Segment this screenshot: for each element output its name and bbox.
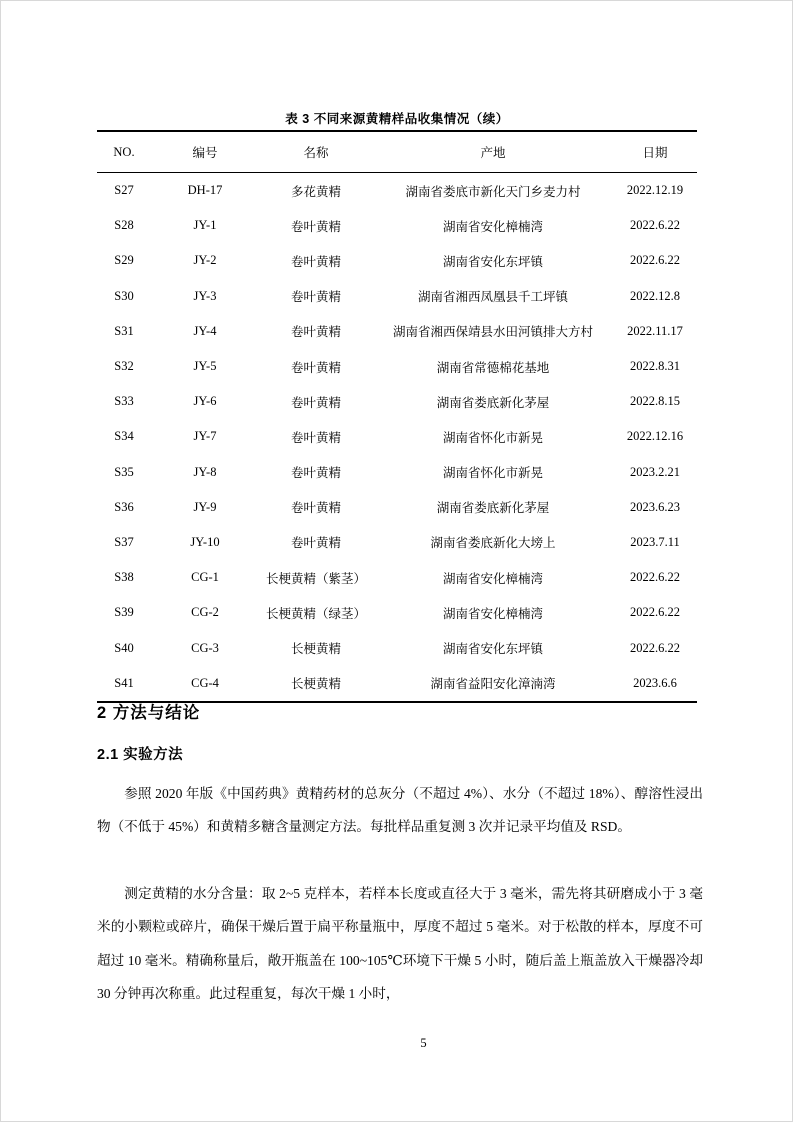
table-row [97,490,697,525]
table-row [97,630,697,665]
table-row [97,595,697,630]
table-cell: 2022.6.22 [630,218,680,233]
section-heading-methods: 2 方法与结论 [97,704,201,722]
table-cell: 湖南省安化樟楠湾 [442,571,543,586]
table-cell: 湖南省娄底新化茅屋 [436,395,550,410]
subsection-heading-experimental-method: 2.1 实验方法 [97,747,184,763]
sample-table-body [97,173,697,702]
table-cell: 2022.11.17 [627,323,683,338]
header-cell: NO. [97,131,151,173]
table-cell: 2023.6.23 [630,499,680,514]
table-cell: 卷叶黄精 [290,430,341,445]
table-row [97,279,697,314]
table-cell: 湖南省湘西凤凰县千工坪镇 [417,290,568,305]
table-cell: S34 [114,429,134,444]
table-cell: 湖南省安化东坪镇 [442,254,543,269]
table-row [97,314,697,349]
table-cell: 长梗黄精（紫茎） [265,571,366,586]
table-cell: 2022.12.16 [626,429,684,444]
table-cell: 2022.6.22 [630,253,680,268]
table-cell: JY-7 [193,429,217,444]
table-cell: 2023.7.11 [630,534,680,549]
table-cell: 湖南省怀化市新晃 [442,430,543,445]
table-cell: S29 [114,253,134,268]
table-cell: 长梗黄精 [290,642,341,657]
table-cell: S41 [114,675,134,690]
table-cell: JY-5 [193,359,217,374]
paragraph-pharmacopoeia-reference: 参照 2020 年版《中国药典》黄精药材的总灰分（不超过 4%）、水分（不超过 18%）、醇溶性浸出物（不低于 45%）和黄精多糖含量测定方法。每批样品重复测 3 次并记录平均值及 RSD。 [97,786,703,835]
table-row [97,666,697,702]
table-cell: S31 [114,323,134,338]
table-cell: JY-9 [193,499,217,514]
table-cell: 2022.8.15 [630,394,680,409]
table-cell: JY-3 [193,288,217,303]
header-cell: 产地 [373,131,613,173]
paragraph-moisture-determination: 测定黄精的水分含量：取 2~5 克样本，若样本长度或直径大于 3 毫米，需先将其研磨成小于 3 毫米的小颗粒或碎片，确保干燥后置于扁平称量瓶中，厚度不超过 5 毫米。对于松散的样本，厚度不可超过 10 毫米。精确称量后，敞开瓶盖在 100~105℃环境下干燥 5 小时，随后盖上瓶盖放入干燥器冷却 30 分钟再次称重。此过程重复，每次干燥 1 小时， [97,886,703,1002]
table-cell: 2023.6.6 [633,675,677,690]
sample-table [97,130,697,703]
table-cell: 2023.2.21 [630,464,680,479]
table-cell: 长梗黄精（绿茎） [265,606,366,621]
table-row [97,208,697,243]
table-row [97,560,697,595]
table-cell: S39 [114,605,134,620]
table-cell: 卷叶黄精 [290,325,341,340]
table-cell: CG-2 [191,605,219,620]
table-row [97,419,697,454]
table-cell: 湖南省常德棉花基地 [436,360,550,375]
table-cell: 湖南省娄底市新化天门乡麦力村 [405,184,581,199]
table-row [97,384,697,419]
table-cell: 长梗黄精 [290,677,341,692]
table-cell: JY-6 [193,394,217,409]
table-cell: S30 [114,288,134,303]
table-cell: 2022.12.8 [630,288,680,303]
table-header-row [97,131,697,173]
table-cell: 卷叶黄精 [290,501,341,516]
header-cell: 编号 [151,131,259,173]
table-cell: 湖南省怀化市新晃 [442,466,543,481]
table-cell: 湖南省安化樟楠湾 [442,606,543,621]
table-cell: 卷叶黄精 [290,466,341,481]
table-cell: DH-17 [187,183,223,198]
table-cell: 湖南省娄底新化大塝上 [430,536,556,551]
table-cell: S40 [114,640,134,655]
table-cell: 湖南省娄底新化茅屋 [436,501,550,516]
table-row [97,525,697,560]
table-cell: 卷叶黄精 [290,254,341,269]
table-cell: 多花黄精 [290,184,341,199]
table-cell: 2022.6.22 [630,570,680,585]
table-cell: S36 [114,499,134,514]
page-number: 5 [420,1036,427,1050]
table-cell: JY-2 [193,253,217,268]
table-caption: 表 3 不同来源黄精样品收集情况（续） [285,112,509,126]
table-cell: S28 [114,218,134,233]
table-cell: JY-1 [193,218,217,233]
table-cell: 2022.6.22 [630,640,680,655]
table-cell: S33 [114,394,134,409]
table-cell: S27 [114,183,134,198]
table-cell: JY-10 [190,534,220,549]
table-cell: S32 [114,359,134,374]
table-cell: 2022.8.31 [630,359,680,374]
table-cell: 湖南省湘西保靖县水田河镇排大方村 [392,325,593,340]
table-row [97,349,697,384]
table-cell: 卷叶黄精 [290,219,341,234]
table-cell: S38 [114,570,134,585]
table-cell: 湖南省安化樟楠湾 [442,219,543,234]
table-cell: S37 [114,534,134,549]
table-cell: JY-4 [193,323,217,338]
table-row [97,455,697,490]
table-cell: 湖南省安化东坪镇 [442,642,543,657]
table-cell: 2022.12.19 [626,183,684,198]
table-cell: 2022.6.22 [630,605,680,620]
table-cell: CG-1 [191,570,219,585]
table-cell: 湖南省益阳安化漳湳湾 [430,677,556,692]
table-cell: CG-4 [191,675,219,690]
header-cell: 日期 [613,131,697,173]
table-cell: 卷叶黄精 [290,536,341,551]
table-cell: CG-3 [191,640,219,655]
header-cell: 名称 [259,131,373,173]
table-cell: 卷叶黄精 [290,395,341,410]
table-cell: 卷叶黄精 [290,360,341,375]
table-cell: JY-8 [193,464,217,479]
table-cell: S35 [114,464,134,479]
table-row [97,243,697,278]
table-row [97,173,697,209]
table-cell: 卷叶黄精 [290,290,341,305]
